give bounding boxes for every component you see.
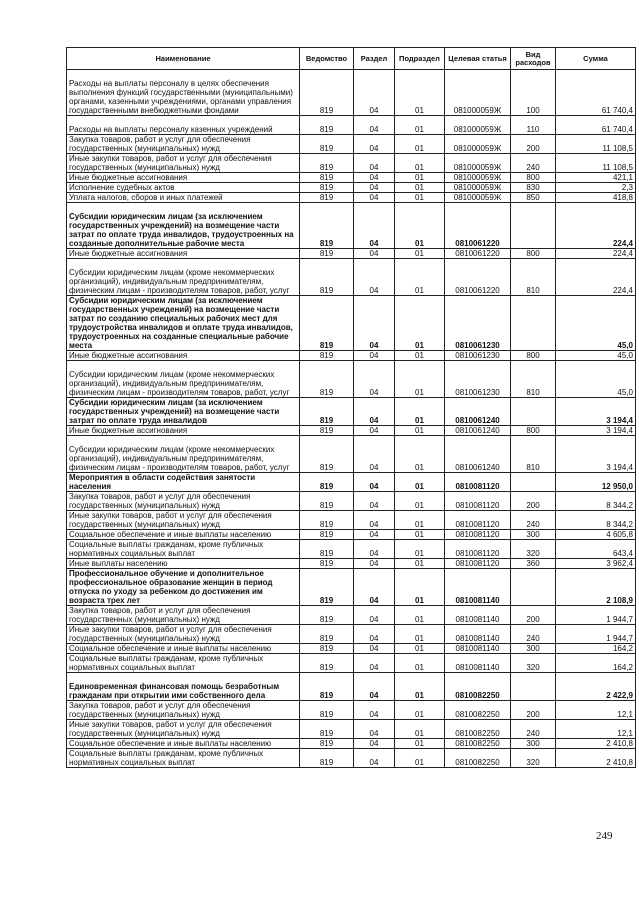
cell-kind: 200 (511, 135, 556, 154)
cell-sum: 164,2 (556, 654, 636, 673)
column-header-kind: Вид расходов (511, 48, 556, 70)
cell-kind: 200 (511, 701, 556, 720)
cell-target: 0810061240 (445, 426, 511, 436)
cell-section: 04 (354, 559, 395, 569)
cell-target: 0810081140 (445, 569, 511, 606)
cell-target: 0810082250 (445, 739, 511, 749)
table-row (67, 606, 636, 625)
cell-dept: 819 (300, 720, 354, 739)
cell-subsection: 01 (395, 203, 445, 249)
cell-name: Исполнение судебных актов (67, 183, 300, 193)
cell-dept: 819 (300, 673, 354, 701)
cell-section: 04 (354, 259, 395, 296)
cell-subsection: 01 (395, 135, 445, 154)
cell-subsection: 01 (395, 436, 445, 473)
table-row (67, 173, 636, 183)
cell-subsection: 01 (395, 569, 445, 606)
cell-kind: 810 (511, 361, 556, 398)
cell-dept: 819 (300, 530, 354, 540)
cell-sum: 2 410,8 (556, 749, 636, 768)
table-row (67, 426, 636, 436)
cell-target: 0810081140 (445, 625, 511, 644)
cell-name: Субсидии юридическим лицам (за исключением государственных учреждений) на возмещение части затрат по оплате труда инвалидов, трудоустроенных на созданные дополнительные рабочие места (67, 203, 300, 249)
cell-sum: 1 944,7 (556, 606, 636, 625)
cell-target: 0810061220 (445, 259, 511, 296)
cell-target: 0810081120 (445, 540, 511, 559)
cell-subsection: 01 (395, 426, 445, 436)
table-row (67, 701, 636, 720)
cell-target: 0810081120 (445, 530, 511, 540)
cell-kind (511, 569, 556, 606)
cell-sum: 418,8 (556, 193, 636, 203)
cell-target: 0810081120 (445, 559, 511, 569)
cell-subsection: 01 (395, 492, 445, 511)
cell-name: Иные бюджетные ассигнования (67, 426, 300, 436)
column-header-dept: Ведомство (300, 48, 354, 70)
cell-section: 04 (354, 530, 395, 540)
cell-name: Закупка товаров, работ и услуг для обеспечения государственных (муниципальных) нужд (67, 701, 300, 720)
cell-name: Мероприятия в области содействия занятости населения (67, 473, 300, 492)
table-row (67, 540, 636, 559)
cell-kind: 850 (511, 193, 556, 203)
cell-dept: 819 (300, 473, 354, 492)
cell-kind: 810 (511, 259, 556, 296)
cell-kind (511, 296, 556, 351)
table-row (67, 116, 636, 135)
column-header-target: Целевая статья (445, 48, 511, 70)
table-row (67, 351, 636, 361)
cell-kind: 240 (511, 625, 556, 644)
cell-dept: 819 (300, 398, 354, 426)
cell-sum: 45,0 (556, 361, 636, 398)
cell-kind: 320 (511, 749, 556, 768)
cell-section: 04 (354, 701, 395, 720)
cell-section: 04 (354, 351, 395, 361)
cell-kind (511, 673, 556, 701)
cell-section: 04 (354, 644, 395, 654)
cell-section: 04 (354, 606, 395, 625)
table-row (67, 720, 636, 739)
cell-kind (511, 473, 556, 492)
cell-subsection: 01 (395, 249, 445, 259)
cell-sum: 8 344,2 (556, 511, 636, 530)
cell-section: 04 (354, 193, 395, 203)
cell-target: 0810081140 (445, 644, 511, 654)
cell-section: 04 (354, 473, 395, 492)
cell-name: Иные бюджетные ассигнования (67, 249, 300, 259)
cell-section: 04 (354, 720, 395, 739)
cell-name: Иные выплаты населению (67, 559, 300, 569)
cell-sum: 1 944,7 (556, 625, 636, 644)
cell-target: 0810082250 (445, 749, 511, 768)
cell-subsection: 01 (395, 173, 445, 183)
cell-sum: 421,1 (556, 173, 636, 183)
cell-name: Субсидии юридическим лицам (кроме некоммерческих организаций), индивидуальным предпринимателям, физическим лицам - производителям товаров, работ, услуг (67, 259, 300, 296)
table-row (67, 361, 636, 398)
cell-name: Социальные выплаты гражданам, кроме публичных нормативных социальных выплат (67, 749, 300, 768)
cell-dept: 819 (300, 70, 354, 116)
cell-kind: 800 (511, 249, 556, 259)
cell-name: Расходы на выплаты персоналу в целях обеспечения выполнения функций государственными (муниципальными) органами, казенными учреждениями, органами управления государственными внебюджетными фондами (67, 70, 300, 116)
cell-kind: 800 (511, 351, 556, 361)
cell-kind: 810 (511, 436, 556, 473)
cell-name: Иные закупки товаров, работ и услуг для обеспечения государственных (муниципальных) нужд (67, 720, 300, 739)
cell-sum: 45,0 (556, 296, 636, 351)
cell-dept: 819 (300, 644, 354, 654)
column-header-section: Раздел (354, 48, 395, 70)
cell-sum: 8 344,2 (556, 492, 636, 511)
cell-dept: 819 (300, 361, 354, 398)
cell-name: Субсидии юридическим лицам (кроме некоммерческих организаций), индивидуальным предпринимателям, физическим лицам - производителям товаров, работ, услуг (67, 361, 300, 398)
cell-name: Иные закупки товаров, работ и услуг для обеспечения государственных (муниципальных) нужд (67, 511, 300, 530)
cell-kind: 800 (511, 173, 556, 183)
cell-sum: 643,4 (556, 540, 636, 559)
cell-kind: 240 (511, 720, 556, 739)
cell-kind: 300 (511, 530, 556, 540)
cell-dept: 819 (300, 193, 354, 203)
cell-name: Закупка товаров, работ и услуг для обеспечения государственных (муниципальных) нужд (67, 492, 300, 511)
cell-kind: 100 (511, 70, 556, 116)
cell-section: 04 (354, 70, 395, 116)
cell-subsection: 01 (395, 625, 445, 644)
cell-name: Закупка товаров, работ и услуг для обеспечения государственных (муниципальных) нужд (67, 606, 300, 625)
cell-kind (511, 203, 556, 249)
cell-dept: 819 (300, 606, 354, 625)
cell-section: 04 (354, 492, 395, 511)
cell-name: Закупка товаров, работ и услуг для обеспечения государственных (муниципальных) нужд (67, 135, 300, 154)
cell-dept: 819 (300, 749, 354, 768)
cell-sum: 164,2 (556, 644, 636, 654)
cell-section: 04 (354, 540, 395, 559)
cell-subsection: 01 (395, 720, 445, 739)
cell-dept: 819 (300, 559, 354, 569)
cell-name: Единовременная финансовая помощь безработным гражданам при открытии ими собственного дела (67, 673, 300, 701)
cell-target: 081000059Ж (445, 135, 511, 154)
cell-section: 04 (354, 173, 395, 183)
cell-sum: 4 605,8 (556, 530, 636, 540)
cell-subsection: 01 (395, 154, 445, 173)
cell-section: 04 (354, 183, 395, 193)
table-row (67, 569, 636, 606)
column-header-name: Наименование (67, 48, 300, 70)
cell-subsection: 01 (395, 644, 445, 654)
cell-sum: 2 422,9 (556, 673, 636, 701)
cell-kind: 200 (511, 606, 556, 625)
table-row (67, 530, 636, 540)
table-row (67, 625, 636, 644)
cell-subsection: 01 (395, 473, 445, 492)
cell-sum: 2,3 (556, 183, 636, 193)
cell-dept: 819 (300, 569, 354, 606)
cell-section: 04 (354, 426, 395, 436)
cell-sum: 224,4 (556, 249, 636, 259)
table-row (67, 135, 636, 154)
cell-sum: 12 950,0 (556, 473, 636, 492)
cell-subsection: 01 (395, 673, 445, 701)
column-header-sum: Сумма (556, 48, 636, 70)
cell-kind: 320 (511, 654, 556, 673)
cell-target: 0810081120 (445, 511, 511, 530)
cell-kind: 300 (511, 644, 556, 654)
cell-name: Социальные выплаты гражданам, кроме публичных нормативных социальных выплат (67, 540, 300, 559)
table-row (67, 473, 636, 492)
cell-subsection: 01 (395, 540, 445, 559)
cell-target: 0810081120 (445, 492, 511, 511)
cell-dept: 819 (300, 351, 354, 361)
cell-kind: 240 (511, 511, 556, 530)
cell-kind: 320 (511, 540, 556, 559)
table-row (67, 70, 636, 116)
cell-section: 04 (354, 398, 395, 426)
cell-dept: 819 (300, 436, 354, 473)
cell-target: 0810082250 (445, 720, 511, 739)
table-row (67, 249, 636, 259)
cell-sum: 3 194,4 (556, 398, 636, 426)
page-number: 249 (596, 830, 613, 842)
cell-target: 0810061240 (445, 436, 511, 473)
cell-kind: 360 (511, 559, 556, 569)
table-row (67, 644, 636, 654)
cell-sum: 224,4 (556, 259, 636, 296)
cell-dept: 819 (300, 296, 354, 351)
cell-kind: 240 (511, 154, 556, 173)
table-row (67, 193, 636, 203)
cell-target: 0810061240 (445, 398, 511, 426)
cell-name: Субсидии юридическим лицам (за исключением государственных учреждений) на возмещение части затрат по созданию специальных рабочих мест для трудоустройства инвалидов и оплате труда инвалидов, трудоустроенных на созданные специальные рабочие места (67, 296, 300, 351)
cell-dept: 819 (300, 116, 354, 135)
cell-section: 04 (354, 361, 395, 398)
table-row (67, 559, 636, 569)
cell-dept: 819 (300, 173, 354, 183)
cell-name: Социальное обеспечение и иные выплаты населению (67, 530, 300, 540)
cell-section: 04 (354, 749, 395, 768)
cell-target: 081000059Ж (445, 183, 511, 193)
cell-target: 081000059Ж (445, 116, 511, 135)
cell-dept: 819 (300, 654, 354, 673)
cell-name: Социальное обеспечение и иные выплаты населению (67, 644, 300, 654)
cell-name: Иные бюджетные ассигнования (67, 173, 300, 183)
table-row (67, 436, 636, 473)
cell-section: 04 (354, 116, 395, 135)
cell-sum: 11 108,5 (556, 135, 636, 154)
cell-dept: 819 (300, 259, 354, 296)
cell-subsection: 01 (395, 361, 445, 398)
table-row (67, 739, 636, 749)
cell-kind: 800 (511, 426, 556, 436)
cell-kind: 300 (511, 739, 556, 749)
cell-subsection: 01 (395, 351, 445, 361)
cell-section: 04 (354, 569, 395, 606)
cell-section: 04 (354, 296, 395, 351)
table-row (67, 492, 636, 511)
cell-target: 0810081140 (445, 606, 511, 625)
cell-section: 04 (354, 203, 395, 249)
cell-dept: 819 (300, 701, 354, 720)
cell-sum: 61 740,4 (556, 116, 636, 135)
cell-name: Социальное обеспечение и иные выплаты населению (67, 739, 300, 749)
table-body (67, 70, 636, 768)
cell-target: 081000059Ж (445, 154, 511, 173)
cell-subsection: 01 (395, 70, 445, 116)
cell-section: 04 (354, 739, 395, 749)
cell-target: 0810081140 (445, 654, 511, 673)
cell-target: 0810061220 (445, 203, 511, 249)
cell-dept: 819 (300, 154, 354, 173)
table-row (67, 511, 636, 530)
cell-target: 081000059Ж (445, 173, 511, 183)
cell-sum: 2 410,8 (556, 739, 636, 749)
cell-name: Профессиональное обучение и дополнительное профессиональное образование женщин в период отпуска по уходу за ребенком до достижения им возраста трех лет (67, 569, 300, 606)
cell-sum: 11 108,5 (556, 154, 636, 173)
cell-section: 04 (354, 436, 395, 473)
budget-table (66, 47, 636, 768)
column-header-subsection: Подраздел (395, 48, 445, 70)
cell-target: 0810081120 (445, 473, 511, 492)
cell-subsection: 01 (395, 701, 445, 720)
cell-section: 04 (354, 654, 395, 673)
cell-subsection: 01 (395, 654, 445, 673)
cell-dept: 819 (300, 492, 354, 511)
cell-sum: 3 962,4 (556, 559, 636, 569)
cell-name: Иные бюджетные ассигнования (67, 351, 300, 361)
cell-name: Субсидии юридическим лицам (за исключением государственных учреждений) на возмещение части затрат по оплате труда инвалидов (67, 398, 300, 426)
cell-target: 081000059Ж (445, 193, 511, 203)
cell-subsection: 01 (395, 530, 445, 540)
cell-sum: 45,0 (556, 351, 636, 361)
cell-sum: 12,1 (556, 701, 636, 720)
cell-subsection: 01 (395, 559, 445, 569)
table-row (67, 154, 636, 173)
table-row (67, 203, 636, 249)
cell-sum: 3 194,4 (556, 436, 636, 473)
cell-dept: 819 (300, 511, 354, 530)
cell-subsection: 01 (395, 296, 445, 351)
table-row (67, 259, 636, 296)
cell-target: 0810061230 (445, 296, 511, 351)
cell-subsection: 01 (395, 739, 445, 749)
table-header-row (67, 48, 636, 70)
table-row (67, 398, 636, 426)
cell-sum: 3 194,4 (556, 426, 636, 436)
cell-section: 04 (354, 154, 395, 173)
cell-section: 04 (354, 249, 395, 259)
cell-dept: 819 (300, 540, 354, 559)
cell-target: 0810082250 (445, 673, 511, 701)
cell-section: 04 (354, 135, 395, 154)
cell-sum: 2 108,9 (556, 569, 636, 606)
table-row (67, 296, 636, 351)
cell-name: Социальные выплаты гражданам, кроме публичных нормативных социальных выплат (67, 654, 300, 673)
cell-kind: 110 (511, 116, 556, 135)
cell-dept: 819 (300, 249, 354, 259)
cell-dept: 819 (300, 426, 354, 436)
cell-sum: 61 740,4 (556, 70, 636, 116)
table-row (67, 673, 636, 701)
table-row (67, 654, 636, 673)
cell-section: 04 (354, 673, 395, 701)
cell-dept: 819 (300, 203, 354, 249)
cell-subsection: 01 (395, 606, 445, 625)
cell-name: Уплата налогов, сборов и иных платежей (67, 193, 300, 203)
cell-dept: 819 (300, 625, 354, 644)
cell-subsection: 01 (395, 398, 445, 426)
cell-target: 081000059Ж (445, 70, 511, 116)
cell-subsection: 01 (395, 511, 445, 530)
cell-name: Субсидии юридическим лицам (кроме некоммерческих организаций), индивидуальным предпринимателям, физическим лицам - производителям товаров, работ, услуг (67, 436, 300, 473)
cell-target: 0810082250 (445, 701, 511, 720)
cell-subsection: 01 (395, 193, 445, 203)
cell-sum: 12,1 (556, 720, 636, 739)
cell-target: 0810061230 (445, 351, 511, 361)
cell-kind: 830 (511, 183, 556, 193)
cell-name: Иные закупки товаров, работ и услуг для обеспечения государственных (муниципальных) нужд (67, 625, 300, 644)
cell-target: 0810061220 (445, 249, 511, 259)
cell-kind (511, 398, 556, 426)
cell-sum: 224,4 (556, 203, 636, 249)
cell-section: 04 (354, 511, 395, 530)
cell-target: 0810061230 (445, 361, 511, 398)
table-row (67, 749, 636, 768)
cell-dept: 819 (300, 135, 354, 154)
cell-name: Расходы на выплаты персоналу казенных учреждений (67, 116, 300, 135)
cell-subsection: 01 (395, 259, 445, 296)
cell-kind: 200 (511, 492, 556, 511)
cell-name: Иные закупки товаров, работ и услуг для обеспечения государственных (муниципальных) нужд (67, 154, 300, 173)
table-row (67, 183, 636, 193)
cell-subsection: 01 (395, 116, 445, 135)
cell-subsection: 01 (395, 183, 445, 193)
cell-dept: 819 (300, 739, 354, 749)
cell-dept: 819 (300, 183, 354, 193)
cell-section: 04 (354, 625, 395, 644)
cell-subsection: 01 (395, 749, 445, 768)
